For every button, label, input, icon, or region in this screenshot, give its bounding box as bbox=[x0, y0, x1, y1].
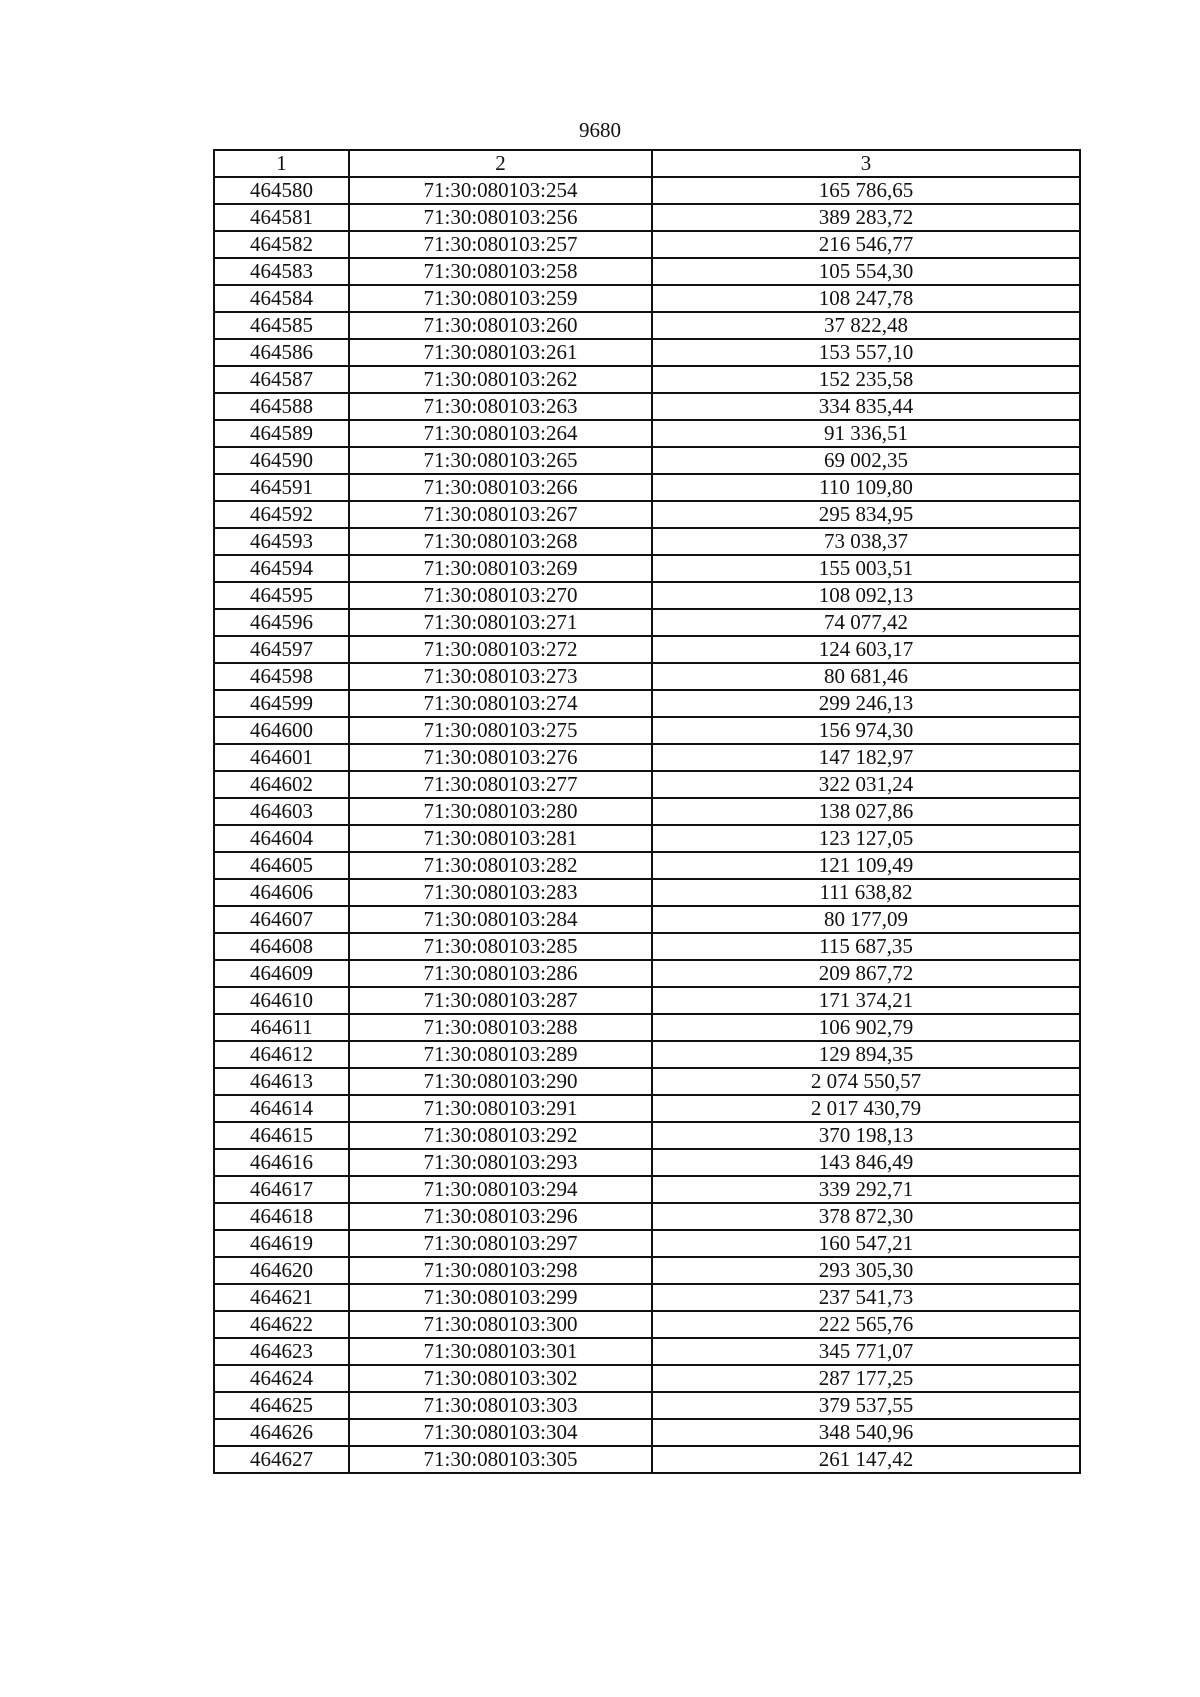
cadastral-number-cell: 71:30:080103:276 bbox=[349, 744, 652, 771]
cadastral-number-cell: 71:30:080103:266 bbox=[349, 474, 652, 501]
cadastral-number-cell: 71:30:080103:265 bbox=[349, 447, 652, 474]
cadastral-number-cell: 71:30:080103:301 bbox=[349, 1338, 652, 1365]
value-cell: 69 002,35 bbox=[652, 447, 1080, 474]
row-number-cell: 464605 bbox=[214, 852, 349, 879]
row-number-cell: 464623 bbox=[214, 1338, 349, 1365]
table-row bbox=[214, 258, 1080, 285]
row-number-cell: 464625 bbox=[214, 1392, 349, 1419]
value-cell: 334 835,44 bbox=[652, 393, 1080, 420]
value-cell: 155 003,51 bbox=[652, 555, 1080, 582]
column-header-3: 3 bbox=[652, 150, 1080, 177]
row-number-cell: 464616 bbox=[214, 1149, 349, 1176]
value-cell: 80 177,09 bbox=[652, 906, 1080, 933]
row-number-cell: 464582 bbox=[214, 231, 349, 258]
cadastral-number-cell: 71:30:080103:256 bbox=[349, 204, 652, 231]
cadastral-number-cell: 71:30:080103:260 bbox=[349, 312, 652, 339]
cadastral-number-cell: 71:30:080103:275 bbox=[349, 717, 652, 744]
table-row bbox=[214, 717, 1080, 744]
table-row bbox=[214, 825, 1080, 852]
value-cell: 108 092,13 bbox=[652, 582, 1080, 609]
table-row bbox=[214, 339, 1080, 366]
table-row bbox=[214, 1257, 1080, 1284]
table-row bbox=[214, 1284, 1080, 1311]
value-cell: 222 565,76 bbox=[652, 1311, 1080, 1338]
value-cell: 345 771,07 bbox=[652, 1338, 1080, 1365]
row-number-cell: 464621 bbox=[214, 1284, 349, 1311]
row-number-cell: 464619 bbox=[214, 1230, 349, 1257]
table-row bbox=[214, 474, 1080, 501]
table-row bbox=[214, 1446, 1080, 1473]
cadastral-number-cell: 71:30:080103:273 bbox=[349, 663, 652, 690]
cadastral-number-cell: 71:30:080103:293 bbox=[349, 1149, 652, 1176]
row-number-cell: 464593 bbox=[214, 528, 349, 555]
row-number-cell: 464587 bbox=[214, 366, 349, 393]
value-cell: 111 638,82 bbox=[652, 879, 1080, 906]
column-header-2: 2 bbox=[349, 150, 652, 177]
row-number-cell: 464585 bbox=[214, 312, 349, 339]
table-row bbox=[214, 366, 1080, 393]
row-number-cell: 464590 bbox=[214, 447, 349, 474]
table-row bbox=[214, 987, 1080, 1014]
cadastral-number-cell: 71:30:080103:281 bbox=[349, 825, 652, 852]
cadastral-number-cell: 71:30:080103:283 bbox=[349, 879, 652, 906]
table-row bbox=[214, 1311, 1080, 1338]
value-cell: 156 974,30 bbox=[652, 717, 1080, 744]
cadastral-number-cell: 71:30:080103:277 bbox=[349, 771, 652, 798]
row-number-cell: 464614 bbox=[214, 1095, 349, 1122]
table-row bbox=[214, 960, 1080, 987]
row-number-cell: 464588 bbox=[214, 393, 349, 420]
cadastral-number-cell: 71:30:080103:254 bbox=[349, 177, 652, 204]
value-cell: 2 074 550,57 bbox=[652, 1068, 1080, 1095]
value-cell: 147 182,97 bbox=[652, 744, 1080, 771]
table-row bbox=[214, 582, 1080, 609]
value-cell: 165 786,65 bbox=[652, 177, 1080, 204]
value-cell: 123 127,05 bbox=[652, 825, 1080, 852]
cadastral-number-cell: 71:30:080103:272 bbox=[349, 636, 652, 663]
table-row bbox=[214, 285, 1080, 312]
row-number-cell: 464604 bbox=[214, 825, 349, 852]
cadastral-number-cell: 71:30:080103:289 bbox=[349, 1041, 652, 1068]
row-number-cell: 464601 bbox=[214, 744, 349, 771]
value-cell: 153 557,10 bbox=[652, 339, 1080, 366]
table-row bbox=[214, 1068, 1080, 1095]
column-header-1: 1 bbox=[214, 150, 349, 177]
cadastral-number-cell: 71:30:080103:287 bbox=[349, 987, 652, 1014]
table-row bbox=[214, 1014, 1080, 1041]
cadastral-number-cell: 71:30:080103:296 bbox=[349, 1203, 652, 1230]
value-cell: 171 374,21 bbox=[652, 987, 1080, 1014]
table-row bbox=[214, 177, 1080, 204]
table-row bbox=[214, 447, 1080, 474]
table-row bbox=[214, 555, 1080, 582]
table-row bbox=[214, 1392, 1080, 1419]
table-row bbox=[214, 663, 1080, 690]
cadastral-number-cell: 71:30:080103:285 bbox=[349, 933, 652, 960]
cadastral-number-cell: 71:30:080103:257 bbox=[349, 231, 652, 258]
row-number-cell: 464620 bbox=[214, 1257, 349, 1284]
row-number-cell: 464600 bbox=[214, 717, 349, 744]
value-cell: 73 038,37 bbox=[652, 528, 1080, 555]
table-row bbox=[214, 771, 1080, 798]
row-number-cell: 464598 bbox=[214, 663, 349, 690]
row-number-cell: 464622 bbox=[214, 1311, 349, 1338]
row-number-cell: 464596 bbox=[214, 609, 349, 636]
row-number-cell: 464612 bbox=[214, 1041, 349, 1068]
value-cell: 129 894,35 bbox=[652, 1041, 1080, 1068]
cadastral-number-cell: 71:30:080103:259 bbox=[349, 285, 652, 312]
row-number-cell: 464599 bbox=[214, 690, 349, 717]
value-cell: 209 867,72 bbox=[652, 960, 1080, 987]
row-number-cell: 464613 bbox=[214, 1068, 349, 1095]
value-cell: 124 603,17 bbox=[652, 636, 1080, 663]
table-row bbox=[214, 744, 1080, 771]
value-cell: 378 872,30 bbox=[652, 1203, 1080, 1230]
value-cell: 80 681,46 bbox=[652, 663, 1080, 690]
cadastral-number-cell: 71:30:080103:286 bbox=[349, 960, 652, 987]
table-row bbox=[214, 609, 1080, 636]
cadastral-number-cell: 71:30:080103:294 bbox=[349, 1176, 652, 1203]
row-number-cell: 464603 bbox=[214, 798, 349, 825]
row-number-cell: 464586 bbox=[214, 339, 349, 366]
table-row bbox=[214, 393, 1080, 420]
table-row bbox=[214, 1176, 1080, 1203]
table-row bbox=[214, 501, 1080, 528]
row-number-cell: 464597 bbox=[214, 636, 349, 663]
cadastral-number-cell: 71:30:080103:284 bbox=[349, 906, 652, 933]
value-cell: 370 198,13 bbox=[652, 1122, 1080, 1149]
cadastral-number-cell: 71:30:080103:292 bbox=[349, 1122, 652, 1149]
cadastral-number-cell: 71:30:080103:288 bbox=[349, 1014, 652, 1041]
table-row bbox=[214, 636, 1080, 663]
value-cell: 74 077,42 bbox=[652, 609, 1080, 636]
row-number-cell: 464589 bbox=[214, 420, 349, 447]
cadastral-number-cell: 71:30:080103:263 bbox=[349, 393, 652, 420]
value-cell: 143 846,49 bbox=[652, 1149, 1080, 1176]
table-row bbox=[214, 1419, 1080, 1446]
cadastral-number-cell: 71:30:080103:269 bbox=[349, 555, 652, 582]
value-cell: 37 822,48 bbox=[652, 312, 1080, 339]
row-number-cell: 464627 bbox=[214, 1446, 349, 1473]
value-cell: 115 687,35 bbox=[652, 933, 1080, 960]
row-number-cell: 464611 bbox=[214, 1014, 349, 1041]
cadastral-number-cell: 71:30:080103:264 bbox=[349, 420, 652, 447]
cadastral-number-cell: 71:30:080103:291 bbox=[349, 1095, 652, 1122]
table-row bbox=[214, 420, 1080, 447]
row-number-cell: 464607 bbox=[214, 906, 349, 933]
row-number-cell: 464581 bbox=[214, 204, 349, 231]
table-row bbox=[214, 1365, 1080, 1392]
table-body bbox=[214, 177, 1080, 1473]
cadastral-number-cell: 71:30:080103:280 bbox=[349, 798, 652, 825]
cadastral-number-cell: 71:30:080103:261 bbox=[349, 339, 652, 366]
cadastral-number-cell: 71:30:080103:303 bbox=[349, 1392, 652, 1419]
table-header-row bbox=[214, 150, 1080, 177]
table-row bbox=[214, 1095, 1080, 1122]
row-number-cell: 464594 bbox=[214, 555, 349, 582]
cadastral-number-cell: 71:30:080103:258 bbox=[349, 258, 652, 285]
row-number-cell: 464580 bbox=[214, 177, 349, 204]
row-number-cell: 464617 bbox=[214, 1176, 349, 1203]
row-number-cell: 464606 bbox=[214, 879, 349, 906]
table-row bbox=[214, 528, 1080, 555]
table-row bbox=[214, 204, 1080, 231]
value-cell: 287 177,25 bbox=[652, 1365, 1080, 1392]
row-number-cell: 464624 bbox=[214, 1365, 349, 1392]
value-cell: 91 336,51 bbox=[652, 420, 1080, 447]
row-number-cell: 464610 bbox=[214, 987, 349, 1014]
table-row bbox=[214, 312, 1080, 339]
row-number-cell: 464584 bbox=[214, 285, 349, 312]
row-number-cell: 464608 bbox=[214, 933, 349, 960]
cadastral-number-cell: 71:30:080103:267 bbox=[349, 501, 652, 528]
value-cell: 261 147,42 bbox=[652, 1446, 1080, 1473]
row-number-cell: 464591 bbox=[214, 474, 349, 501]
table-row bbox=[214, 852, 1080, 879]
value-cell: 389 283,72 bbox=[652, 204, 1080, 231]
cadastral-number-cell: 71:30:080103:299 bbox=[349, 1284, 652, 1311]
table-row bbox=[214, 879, 1080, 906]
value-cell: 237 541,73 bbox=[652, 1284, 1080, 1311]
table-row bbox=[214, 1338, 1080, 1365]
data-table bbox=[213, 149, 1081, 1474]
table-row bbox=[214, 1122, 1080, 1149]
table-row bbox=[214, 798, 1080, 825]
cadastral-number-cell: 71:30:080103:270 bbox=[349, 582, 652, 609]
row-number-cell: 464615 bbox=[214, 1122, 349, 1149]
value-cell: 379 537,55 bbox=[652, 1392, 1080, 1419]
value-cell: 121 109,49 bbox=[652, 852, 1080, 879]
row-number-cell: 464583 bbox=[214, 258, 349, 285]
value-cell: 110 109,80 bbox=[652, 474, 1080, 501]
value-cell: 2 017 430,79 bbox=[652, 1095, 1080, 1122]
value-cell: 216 546,77 bbox=[652, 231, 1080, 258]
table-row bbox=[214, 231, 1080, 258]
table-row bbox=[214, 1041, 1080, 1068]
cadastral-number-cell: 71:30:080103:271 bbox=[349, 609, 652, 636]
table-row bbox=[214, 690, 1080, 717]
value-cell: 108 247,78 bbox=[652, 285, 1080, 312]
value-cell: 138 027,86 bbox=[652, 798, 1080, 825]
value-cell: 160 547,21 bbox=[652, 1230, 1080, 1257]
cadastral-number-cell: 71:30:080103:262 bbox=[349, 366, 652, 393]
value-cell: 322 031,24 bbox=[652, 771, 1080, 798]
value-cell: 299 246,13 bbox=[652, 690, 1080, 717]
row-number-cell: 464609 bbox=[214, 960, 349, 987]
cadastral-number-cell: 71:30:080103:297 bbox=[349, 1230, 652, 1257]
cadastral-number-cell: 71:30:080103:298 bbox=[349, 1257, 652, 1284]
row-number-cell: 464626 bbox=[214, 1419, 349, 1446]
cadastral-number-cell: 71:30:080103:300 bbox=[349, 1311, 652, 1338]
row-number-cell: 464592 bbox=[214, 501, 349, 528]
value-cell: 293 305,30 bbox=[652, 1257, 1080, 1284]
cadastral-number-cell: 71:30:080103:305 bbox=[349, 1446, 652, 1473]
value-cell: 339 292,71 bbox=[652, 1176, 1080, 1203]
cadastral-number-cell: 71:30:080103:302 bbox=[349, 1365, 652, 1392]
value-cell: 295 834,95 bbox=[652, 501, 1080, 528]
row-number-cell: 464602 bbox=[214, 771, 349, 798]
page-number: 9680 bbox=[579, 118, 621, 142]
value-cell: 105 554,30 bbox=[652, 258, 1080, 285]
value-cell: 152 235,58 bbox=[652, 366, 1080, 393]
cadastral-number-cell: 71:30:080103:282 bbox=[349, 852, 652, 879]
cadastral-number-cell: 71:30:080103:290 bbox=[349, 1068, 652, 1095]
row-number-cell: 464618 bbox=[214, 1203, 349, 1230]
cadastral-number-cell: 71:30:080103:304 bbox=[349, 1419, 652, 1446]
value-cell: 348 540,96 bbox=[652, 1419, 1080, 1446]
value-cell: 106 902,79 bbox=[652, 1014, 1080, 1041]
table-row bbox=[214, 906, 1080, 933]
row-number-cell: 464595 bbox=[214, 582, 349, 609]
table-row bbox=[214, 1203, 1080, 1230]
table-row bbox=[214, 1230, 1080, 1257]
table-row bbox=[214, 1149, 1080, 1176]
table-row bbox=[214, 933, 1080, 960]
cadastral-number-cell: 71:30:080103:268 bbox=[349, 528, 652, 555]
cadastral-number-cell: 71:30:080103:274 bbox=[349, 690, 652, 717]
